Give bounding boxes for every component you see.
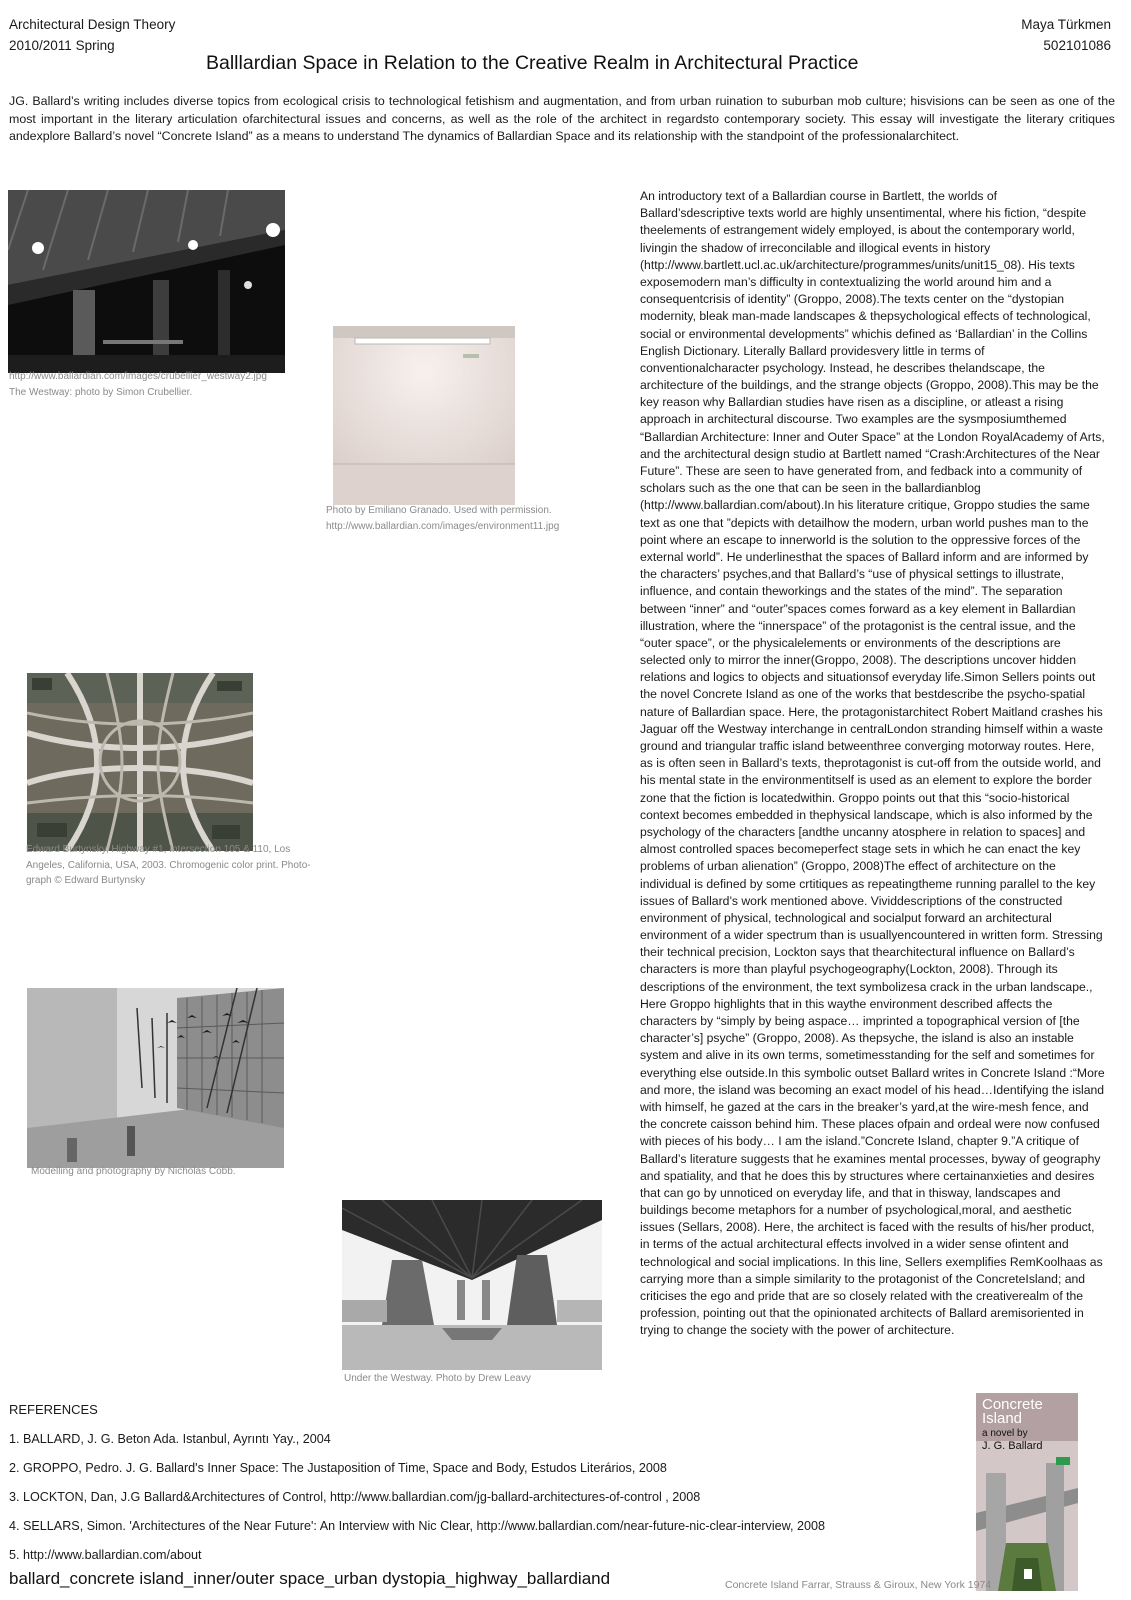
reference-item: 4. SELLARS, Simon. 'Architectures of the Near Future': An Interview with Nic Clear, http://www.ballardian.com/near-future-nic-clear-interview, 2008	[9, 1519, 826, 1533]
references-heading: REFERENCES	[9, 1402, 98, 1417]
highway-caption-line2: Angeles, California, USA, 2003. Chromogenic color print. Photo-	[26, 859, 311, 871]
reference-item: 1. BALLARD, J. G. Beton Ada. Istanbul, Ayrıntı Yay., 2004	[9, 1432, 331, 1446]
cobb-caption: Modelling and photography by Nicholas Cobb.	[31, 1166, 236, 1177]
keyword-tags: ballard_concrete island_inner/outer space_urban dystopia_highway_ballardiand	[9, 1569, 611, 1588]
underpass-caption: Under the Westway. Photo by Drew Leavy	[344, 1373, 531, 1384]
westway-caption-url: http://www.ballardian.com/images/crubellier_westway2.jpg	[9, 371, 267, 382]
author-name: Maya Türkmen	[1021, 17, 1111, 32]
book-title-line1: Concrete	[982, 1396, 1043, 1413]
westway-photo	[8, 190, 285, 373]
highway-caption	[26, 842, 311, 889]
highway-caption-line3: graph © Edward Burtynsky	[26, 875, 146, 886]
reference-item: 3. LOCKTON, Dan, J.G Ballard&Architectures of Control, http://www.ballardian.com/jg-ballard-architectures-of-control , 2008	[9, 1490, 701, 1504]
westway-caption-credit: The Westway: photo by Simon Crubellier.	[9, 386, 193, 398]
essay-body: An introductory text of a Ballardian course in Bartlett, the worlds of Ballard’sdescriptive texts world are highly unsentimental, where his fiction, “despite theelements of estrangement widely employed, is about the contemporary world, livingin the shadow of irreconcilable and illogical events in history (http://www.bartlett.ucl.ac.uk/architecture/programmes/units/unit15_08). His texts exposemodern man’s difficulty in contextualizing the world around him and a consequentcrisis of identity” (Groppo, 2008).The texts center on the “dystopian modernity, bleak man-made landscapes & thepsychological effects of technological, social or environmental developments” whichis defined as ‘Ballardian’ in the Collins English Dictionary. Literally Ballard providesvery little in terms of conventionalcharacter psychology. Instead, he describes thelandscape, the architecture of the buildings, and the strange objects (Groppo, 2008).This may be the key reason why Ballardian studies have risen as a discipline, or atleast a rising approach in architectural discourse. Two examples are the sysmposiumthemed “Ballardian Architecture: Inner and Outer Space” at the London RoyalAcademy of Arts, and the architectural design studio at Bartlett named “Crash:Architectures of the Near Future”. These are seen to have generated from, and fedback into a community of scholars such as the one that can be seen in the ballardianblog (http://www.ballardian.com/about).In his literature critique, Groppo studies the same text as one that ”depicts with detailhow the modern, urban world pushes man to the point where an escape to innerworld is the solution to the oppressive forces of the external world”. He underlinesthat the spaces of Ballard inform and are informed by the characters’ psyches,and that Ballard’s “use of physical settings to illustrate, influence, and contain theworkings and the states of the mind”. The separation between “inner” and “outer”spaces comes forward as a key element in Ballardian illustration, where the “innerspace” of the protagonist is the central issue, and the “outer space”, or the physicalelements or environments of the descriptions are selected only to mirror the inner(Groppo, 2008). The descriptions uncover hidden relations and logics to objects and situationsof everyday life.Simon Sellers points out the novel Concrete Island as one of the works that bestdescribe the psycho-spatial nature of Ballardian space. Here, the protagonistarchitect Robert Maitland crashes his Jaguar off the Westway interchange in centralLondon stranding himself within a waste ground and triangular traffic island betweenthree converging motorway routes. Here, as is often seen in Ballard’s texts, theprotagonist is cut-off from the outside world, and his mental state in the environmentitself is used as an element to explore the border zone that the fiction is locatedwithin. Groppo points out that this “socio-historical context becomes embedded in thephysical landscape, which is also informed by the psychology of the characters [andthe uncanny atosphere in relation to spaces] and almost controlled spaces becomeperfect stage sets in which he can enact the key problems of urban alienation” (Groppo, 2008)The effect of architecture on the individual is defined by some crtitiques as repeatingtheme running parallel to the key issues of Ballard’s work mentioned above. Vividdescriptions of the constructed environment of physical, technological and socialput forward an architectural environment of a wider spectrum than is usuallyencountered in written form. Stressing their technical precision, Lockton says that thearchitectural influence on Ballard’s characters is more than playful psychogeography(Lockton, 2008). Through its descriptions of the environment, the text symbolizesa crack in the urban landscape., Here Groppo highlights that in this waythe environment described affects the characters by “simply by being aspace… imprinted a topographical version of [the character’s] psyche” (Groppo, 2008). As thepsyche, the island is also an instable system and alive in its own terms, sometimesstanding for the self and sometimes for everything else outside.In this symbolic outset Ballard writes in Concrete Island :“More and more, the island was becoming an exact model of his head…Identifying the island with himself, he gazed at the cars in the breaker’s yard,at the wire-mesh fence, and the concrete caisson behind him. These places ofpain and ordeal were now confused with pieces of his body… I am the island.”Concrete Island, chapter 9.”A critique of Ballard’s literature suggests that he examines mental processes, byway of geography and spatiality, and that he does this by structures where certainanxieties and desires that can go by unnoticed on everyday life, and that in thisway, landscapes and buildings become metaphors for a number of psychological,moral, and aesthetic issues (Sellars, 2008). Here, the architect is faced with the results of his/her product, in terms of the actual architectural effects involved in a wider sense ofintent and technological and social implications. In this line, Sellers exemplifies RemKoolhaas as carrying more than a simple similarity to the protagonist of the ConcreteIsland; and criticises the ego and pride that are so closely related with the creativerealm of the profession, pointing out that the opinionated architects of Ballard aremisoriented in trying to change the society with the power of architecture.	[640, 189, 1105, 1338]
book-title-line2: Island	[982, 1410, 1023, 1427]
book-cover	[976, 1393, 1078, 1591]
book-caption: Concrete Island Farrar, Strauss & Giroux, New York 1974	[725, 1579, 992, 1591]
highway-interchange-photo	[27, 673, 253, 851]
book-subtitle: a novel by	[982, 1428, 1028, 1439]
reference-item: 2. GROPPO, Pedro. J. G. Ballard's Inner Space: The Justaposition of Time, Space and Body, Estudos Literários, 2008	[9, 1461, 667, 1475]
room-photo	[333, 326, 515, 505]
reference-item: 5. http://www.ballardian.com/about	[9, 1548, 202, 1562]
cobb-model-photo	[27, 988, 284, 1168]
term: 2010/2011 Spring	[9, 38, 115, 53]
underpass-photo	[342, 1200, 602, 1370]
westway-caption	[9, 369, 267, 400]
page-title: Balllardian Space in Relation to the Creative Realm in Architectural Practice	[206, 52, 859, 74]
book-author: J. G. Ballard	[982, 1440, 1043, 1452]
intro-paragraph: JG. Ballard’s writing includes diverse topics from ecological crisis to technological fetishism and augmentation, and from urban ruination to suburban mob culture; hisvisions can be seen as one of the most important in the literary articulation ofarchitectural issues and concerns, as well as the role of the architect in regardsto contemporary society. This essay will investigate the literary critiques andexplore Ballard’s novel “Concrete Island” as a means to understand The dynamics of Ballardian Space and its relationship with the standpoint of the professionalarchitect.	[9, 94, 1115, 144]
room-caption	[326, 503, 559, 534]
room-caption-credit: Photo by Emiliano Granado. Used with permission.	[326, 505, 552, 516]
student-id: 502101086	[1043, 38, 1111, 53]
course-name: Architectural Design Theory	[9, 17, 176, 32]
highway-caption-line1: Edward Burtynsky, Highway #1, Intersection 105 & 110, Los	[26, 844, 291, 855]
room-caption-url: http://www.ballardian.com/images/environment11.jpg	[326, 520, 560, 532]
